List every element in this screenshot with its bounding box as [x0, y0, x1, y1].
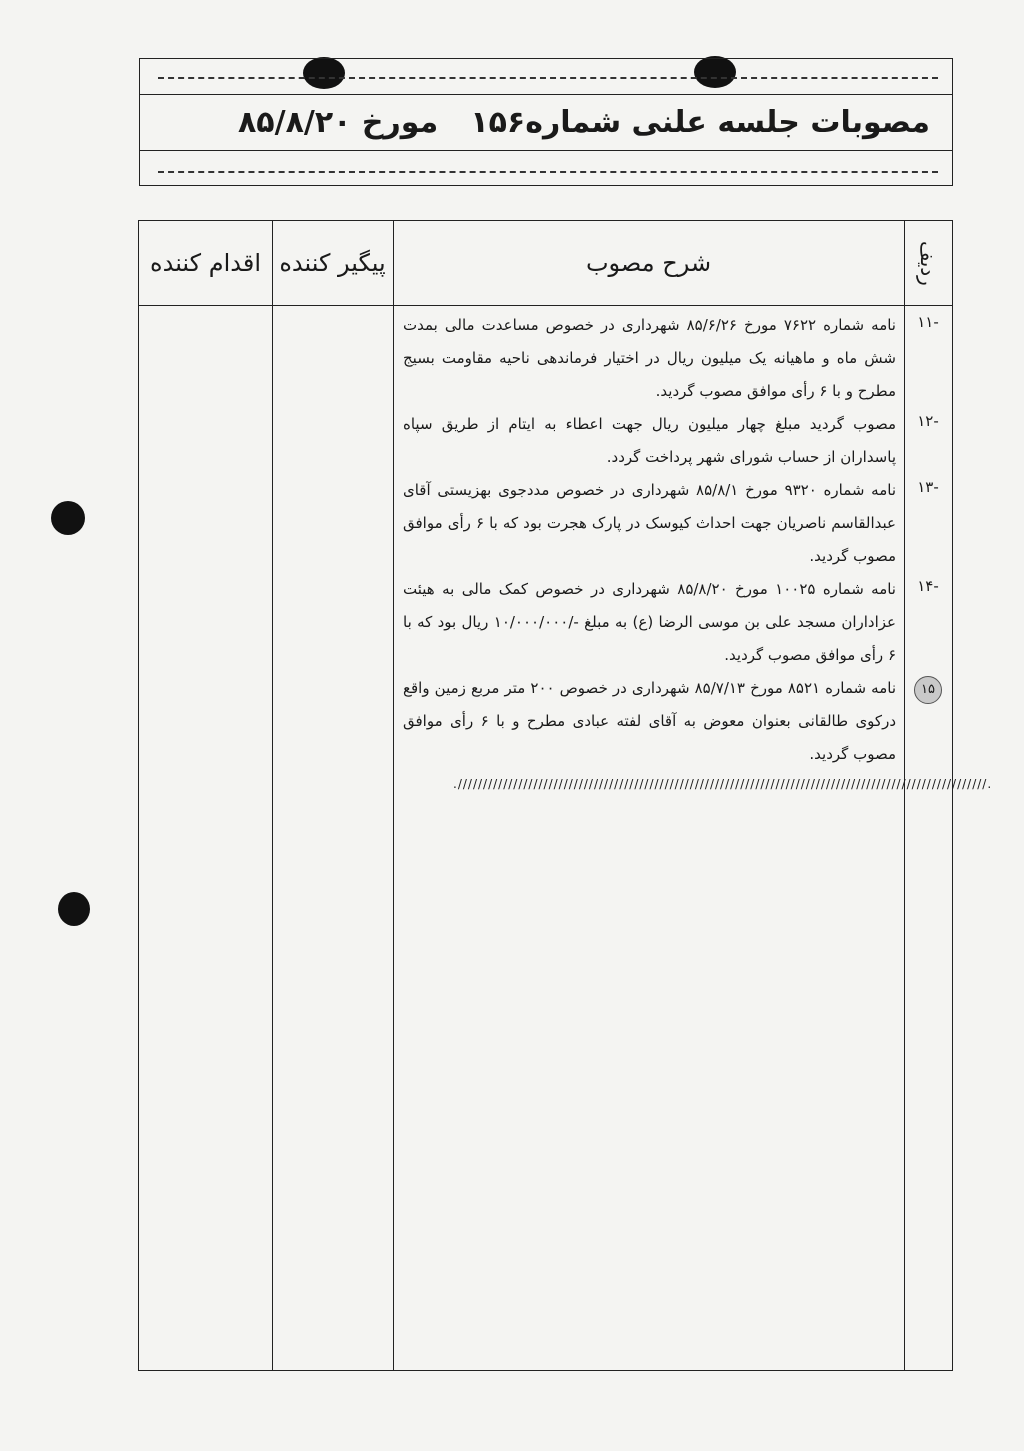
column-divider-followup: [393, 221, 394, 1370]
page-title: مصوبات جلسه علنی شماره۱۵۶: [470, 105, 930, 140]
item-number: -۱۴: [917, 577, 939, 595]
header-rule-top: [140, 94, 952, 95]
item-text: نامه شماره ۱۰۰۲۵ مورخ ۸۵/۸/۲۰ شهرداری در خصوص کمک مالی به هیئت عزاداران مسجد علی بن موسی الرضا (ع) به مبلغ -/۱۰/۰۰۰/۰۰۰ ریال بود که با ۶ رأی موافق مصوب گردید.: [403, 580, 897, 664]
item-text: مصوب گردید مبلغ چهار میلیون ریال جهت اعطاء به ایتام از طریق سپاه پاسداران از حساب شورای شهر پرداخت گردد.: [403, 415, 896, 466]
item-text: نامه شماره ۷۶۲۲ مورخ ۸۵/۶/۲۶ شهرداری در خصوص مساعدت مالی بمدت شش ماه و ماهیانه یک میلیون ریال در اختیار فرماندهی ناحیه مقاومت بسیج مطرح و با ۶ رأی موافق مصوب گردید.: [403, 316, 896, 400]
list-item: [395, 672, 952, 771]
end-of-list-marker: ./////////////////////////////////////////////////////////////////////////////////////////////////////////.: [453, 777, 993, 791]
items-list: [395, 309, 993, 791]
item-number: -۱۲: [917, 412, 939, 430]
column-header-row: [904, 221, 952, 305]
column-divider-action: [272, 221, 273, 1370]
list-item: [395, 408, 952, 474]
header-box: [139, 58, 953, 186]
punch-hole-margin-1: [51, 501, 85, 535]
list-item: [395, 474, 952, 573]
list-item: [395, 573, 952, 672]
item-number-circled: ۱۵: [914, 676, 942, 704]
item-text: نامه شماره ۸۵۲۱ مورخ ۸۵/۷/۱۳ شهرداری در خصوص ۲۰۰ متر مربع زمین واقع درکوی طالقانی بعنوان معوض به آقای لفته عبادی مطرح و با ۶ رأی موافق مصوب گردید.: [403, 679, 896, 763]
item-number: -۱۳: [917, 478, 939, 496]
punch-hole-margin-2: [58, 892, 90, 926]
title-row: [140, 97, 952, 153]
page-date: مورخ ۸۵/۸/۲۰: [238, 105, 439, 140]
column-header-row-label: ردیف: [916, 240, 940, 286]
header-bottom-rule: [139, 305, 952, 306]
header-dashed-rule-bottom: [158, 171, 938, 173]
column-header-action: اقدام کننده: [150, 249, 261, 277]
item-number: -۱۱: [917, 313, 939, 331]
item-number-wrapper: [904, 676, 952, 704]
list-item: [395, 309, 952, 408]
column-header-follow-up: پیگیر کننده: [279, 249, 386, 277]
resolutions-table: [138, 220, 993, 1371]
item-text: نامه شماره ۹۳۲۰ مورخ ۸۵/۸/۱ شهرداری در خصوص مددجوی بهزیستی آقای عبدالقاسم ناصریان جهت احداث کیوسک در پارک هجرت بود که با ۶ رأی موافق مصوب گردید.: [403, 481, 896, 565]
column-header-description: شرح مصوب: [585, 249, 712, 277]
header-dashed-rule-top: [158, 77, 938, 79]
